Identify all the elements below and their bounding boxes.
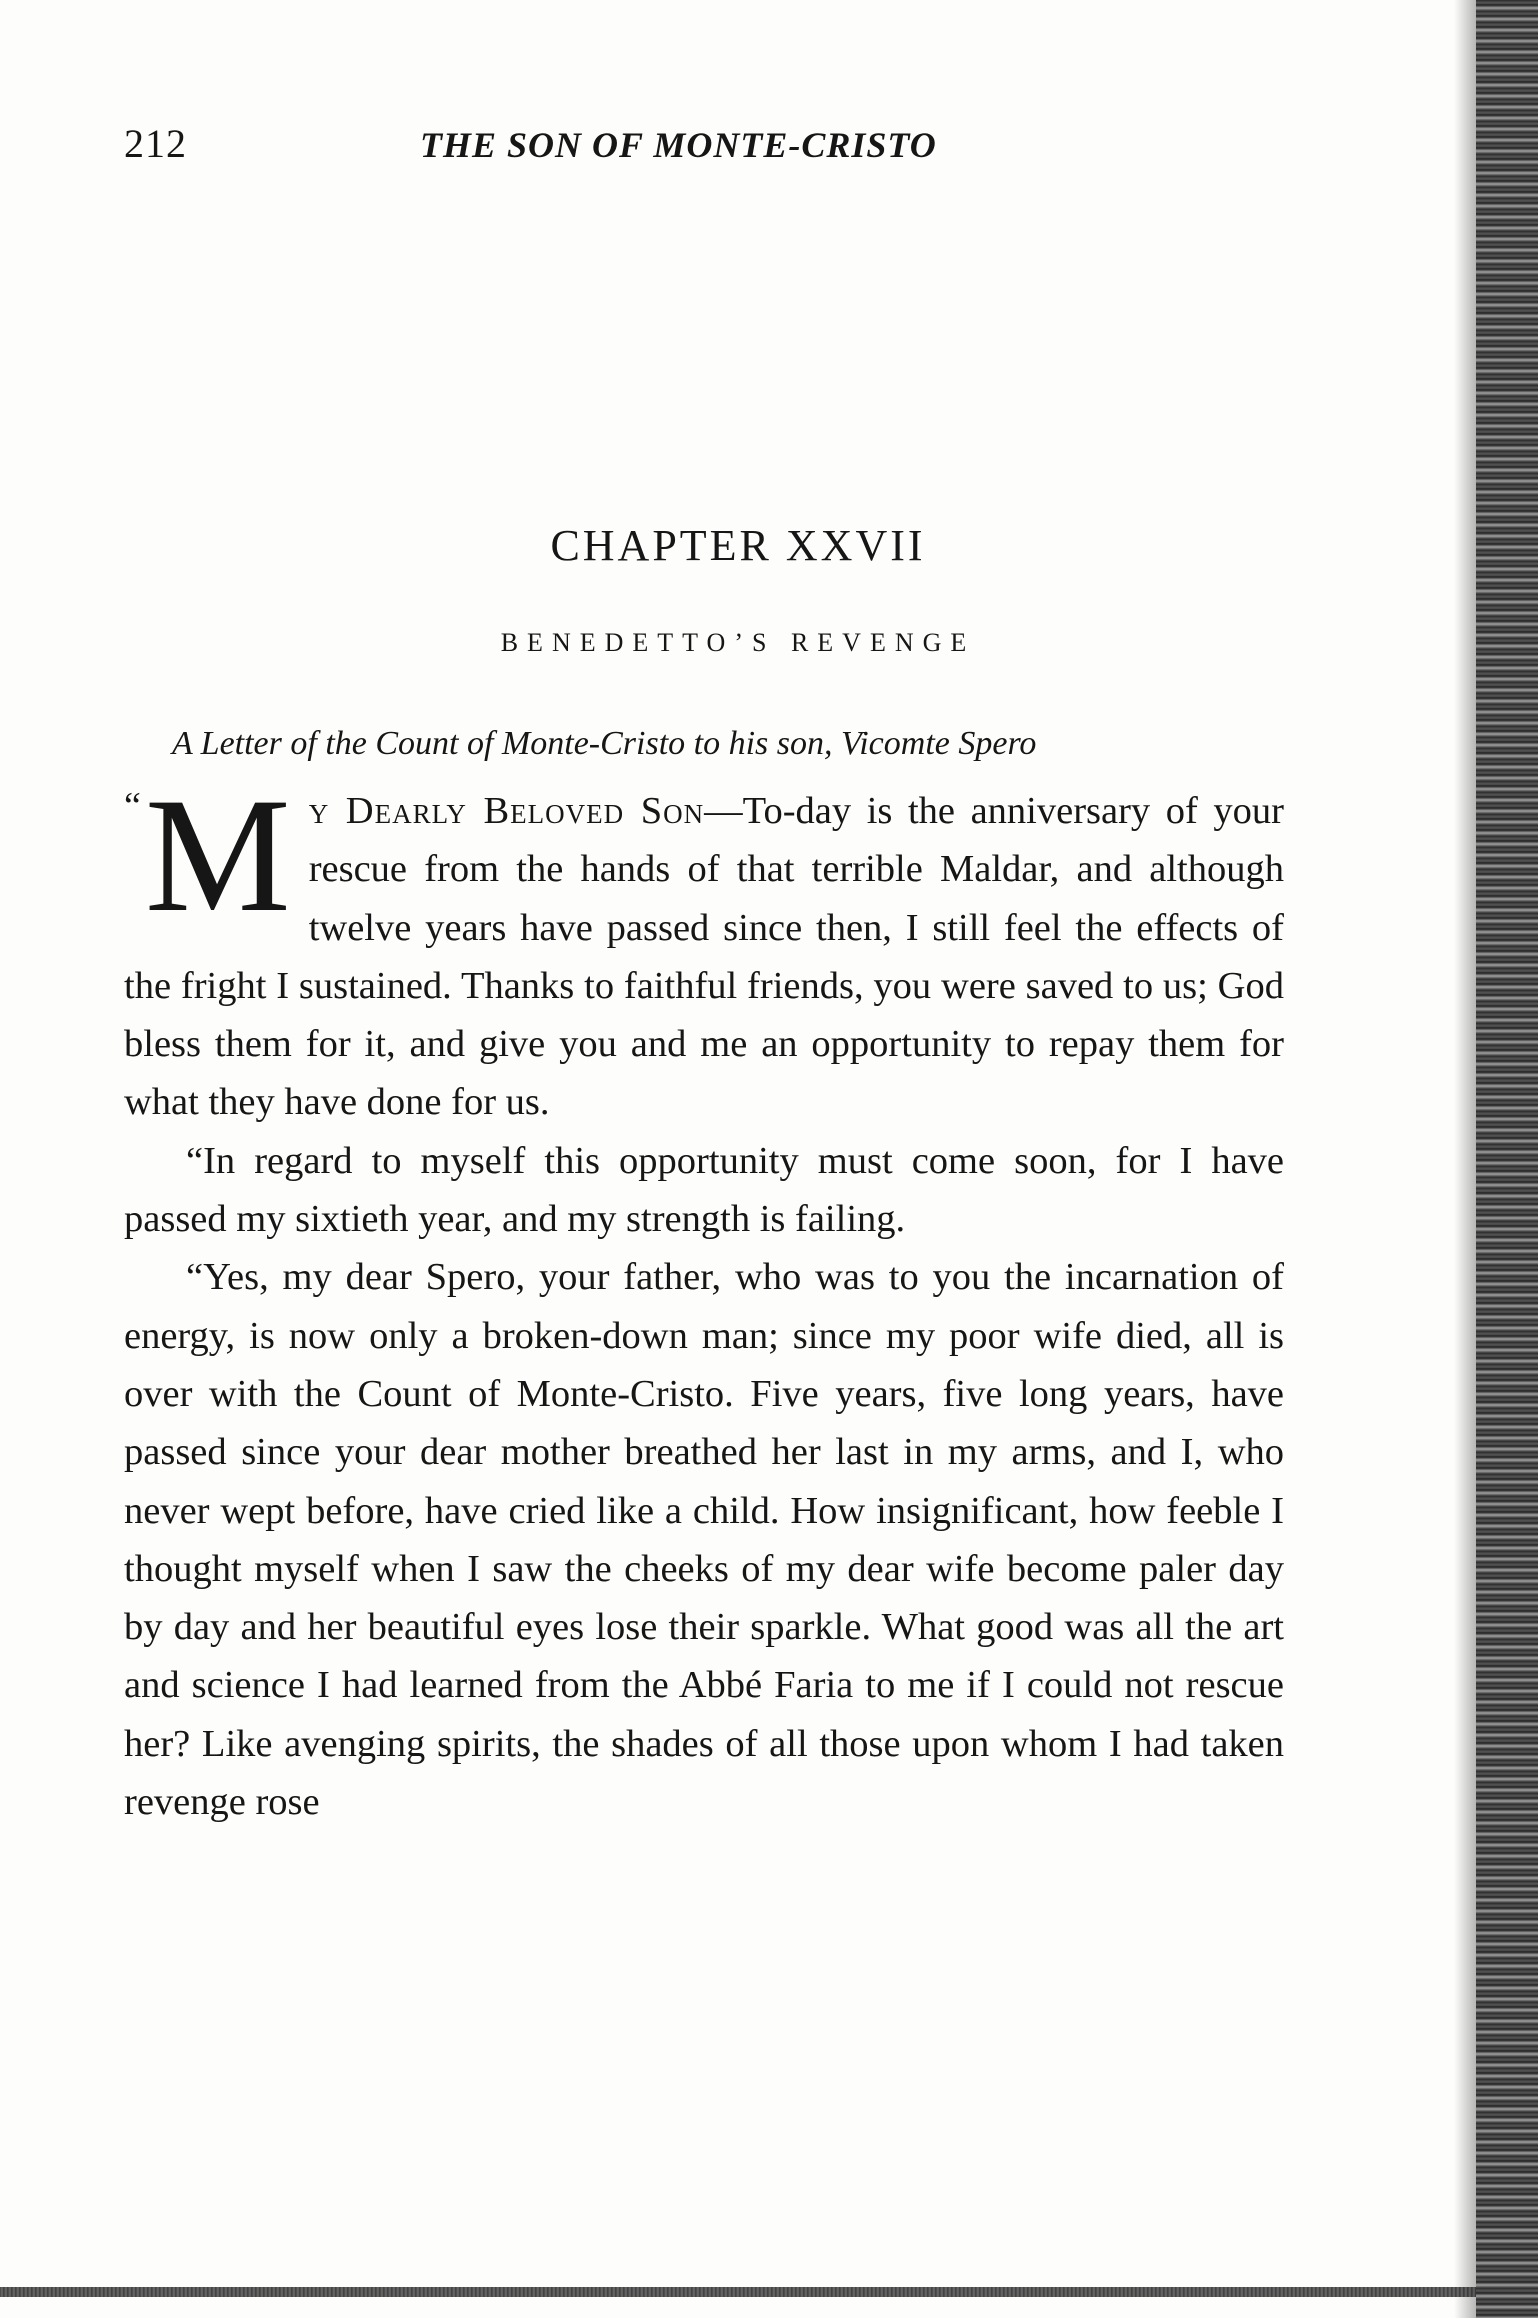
paragraph-3: “Yes, my dear Spero, your father, who was to you the incarnation of energy, is now only a broken-down man; since my poor wife died, all is over with the Count of Monte-Cristo. Five years, five long years, have passed since your dear mother breathed her last in my arms, and I, who never wept before, have cried like a child. How insignificant, how feeble I thought myself when I saw the cheeks of my dear wife become paler day by day and her beautiful eyes lose their sparkle. What good was all the art and science I had learned from the Abbé Faria to me if I could not rescue her? Like avenging spirits, the shades of all those upon whom I had taken revenge rose — [124, 1256, 1284, 1824]
letter-heading: A Letter of the Count of Monte-Cristo to his son, Vicomte Spero — [172, 725, 1037, 762]
bottom-edge — [0, 2287, 1476, 2297]
page-edge-shadow — [1476, 0, 1538, 2318]
running-head — [124, 120, 1284, 180]
page-number: 212 — [124, 121, 187, 166]
book-title: THE SON OF MONTE-CRISTO — [420, 125, 937, 165]
opening-quote: “ — [124, 785, 141, 827]
paragraph-2: “In regard to myself this opportunity must come soon, for I have passed my sixtieth year, and my strength is failing. — [124, 1139, 1284, 1241]
paragraph-1-text: —To-day is the anniversary of your rescue from the hands of that terrible Maldar, and although twelve years have passed since then, I still feel the effects of the fright I sustained. Thanks to faithful friends, you were saved to us; God bless them for it, and give you and me an opportunity to repay them for what they have done for us. — [124, 790, 1284, 1124]
chapter-subtitle: BENEDETTO’S REVENGE — [500, 628, 976, 657]
paragraph-1 — [124, 765, 1284, 1132]
drop-cap: M — [144, 765, 291, 946]
chapter-heading: CHAPTER XXVII — [550, 521, 926, 570]
body-text — [124, 765, 1284, 1831]
salutation: y Dearly Beloved Son — [308, 790, 705, 832]
gutter-shadow — [1454, 0, 1476, 2318]
